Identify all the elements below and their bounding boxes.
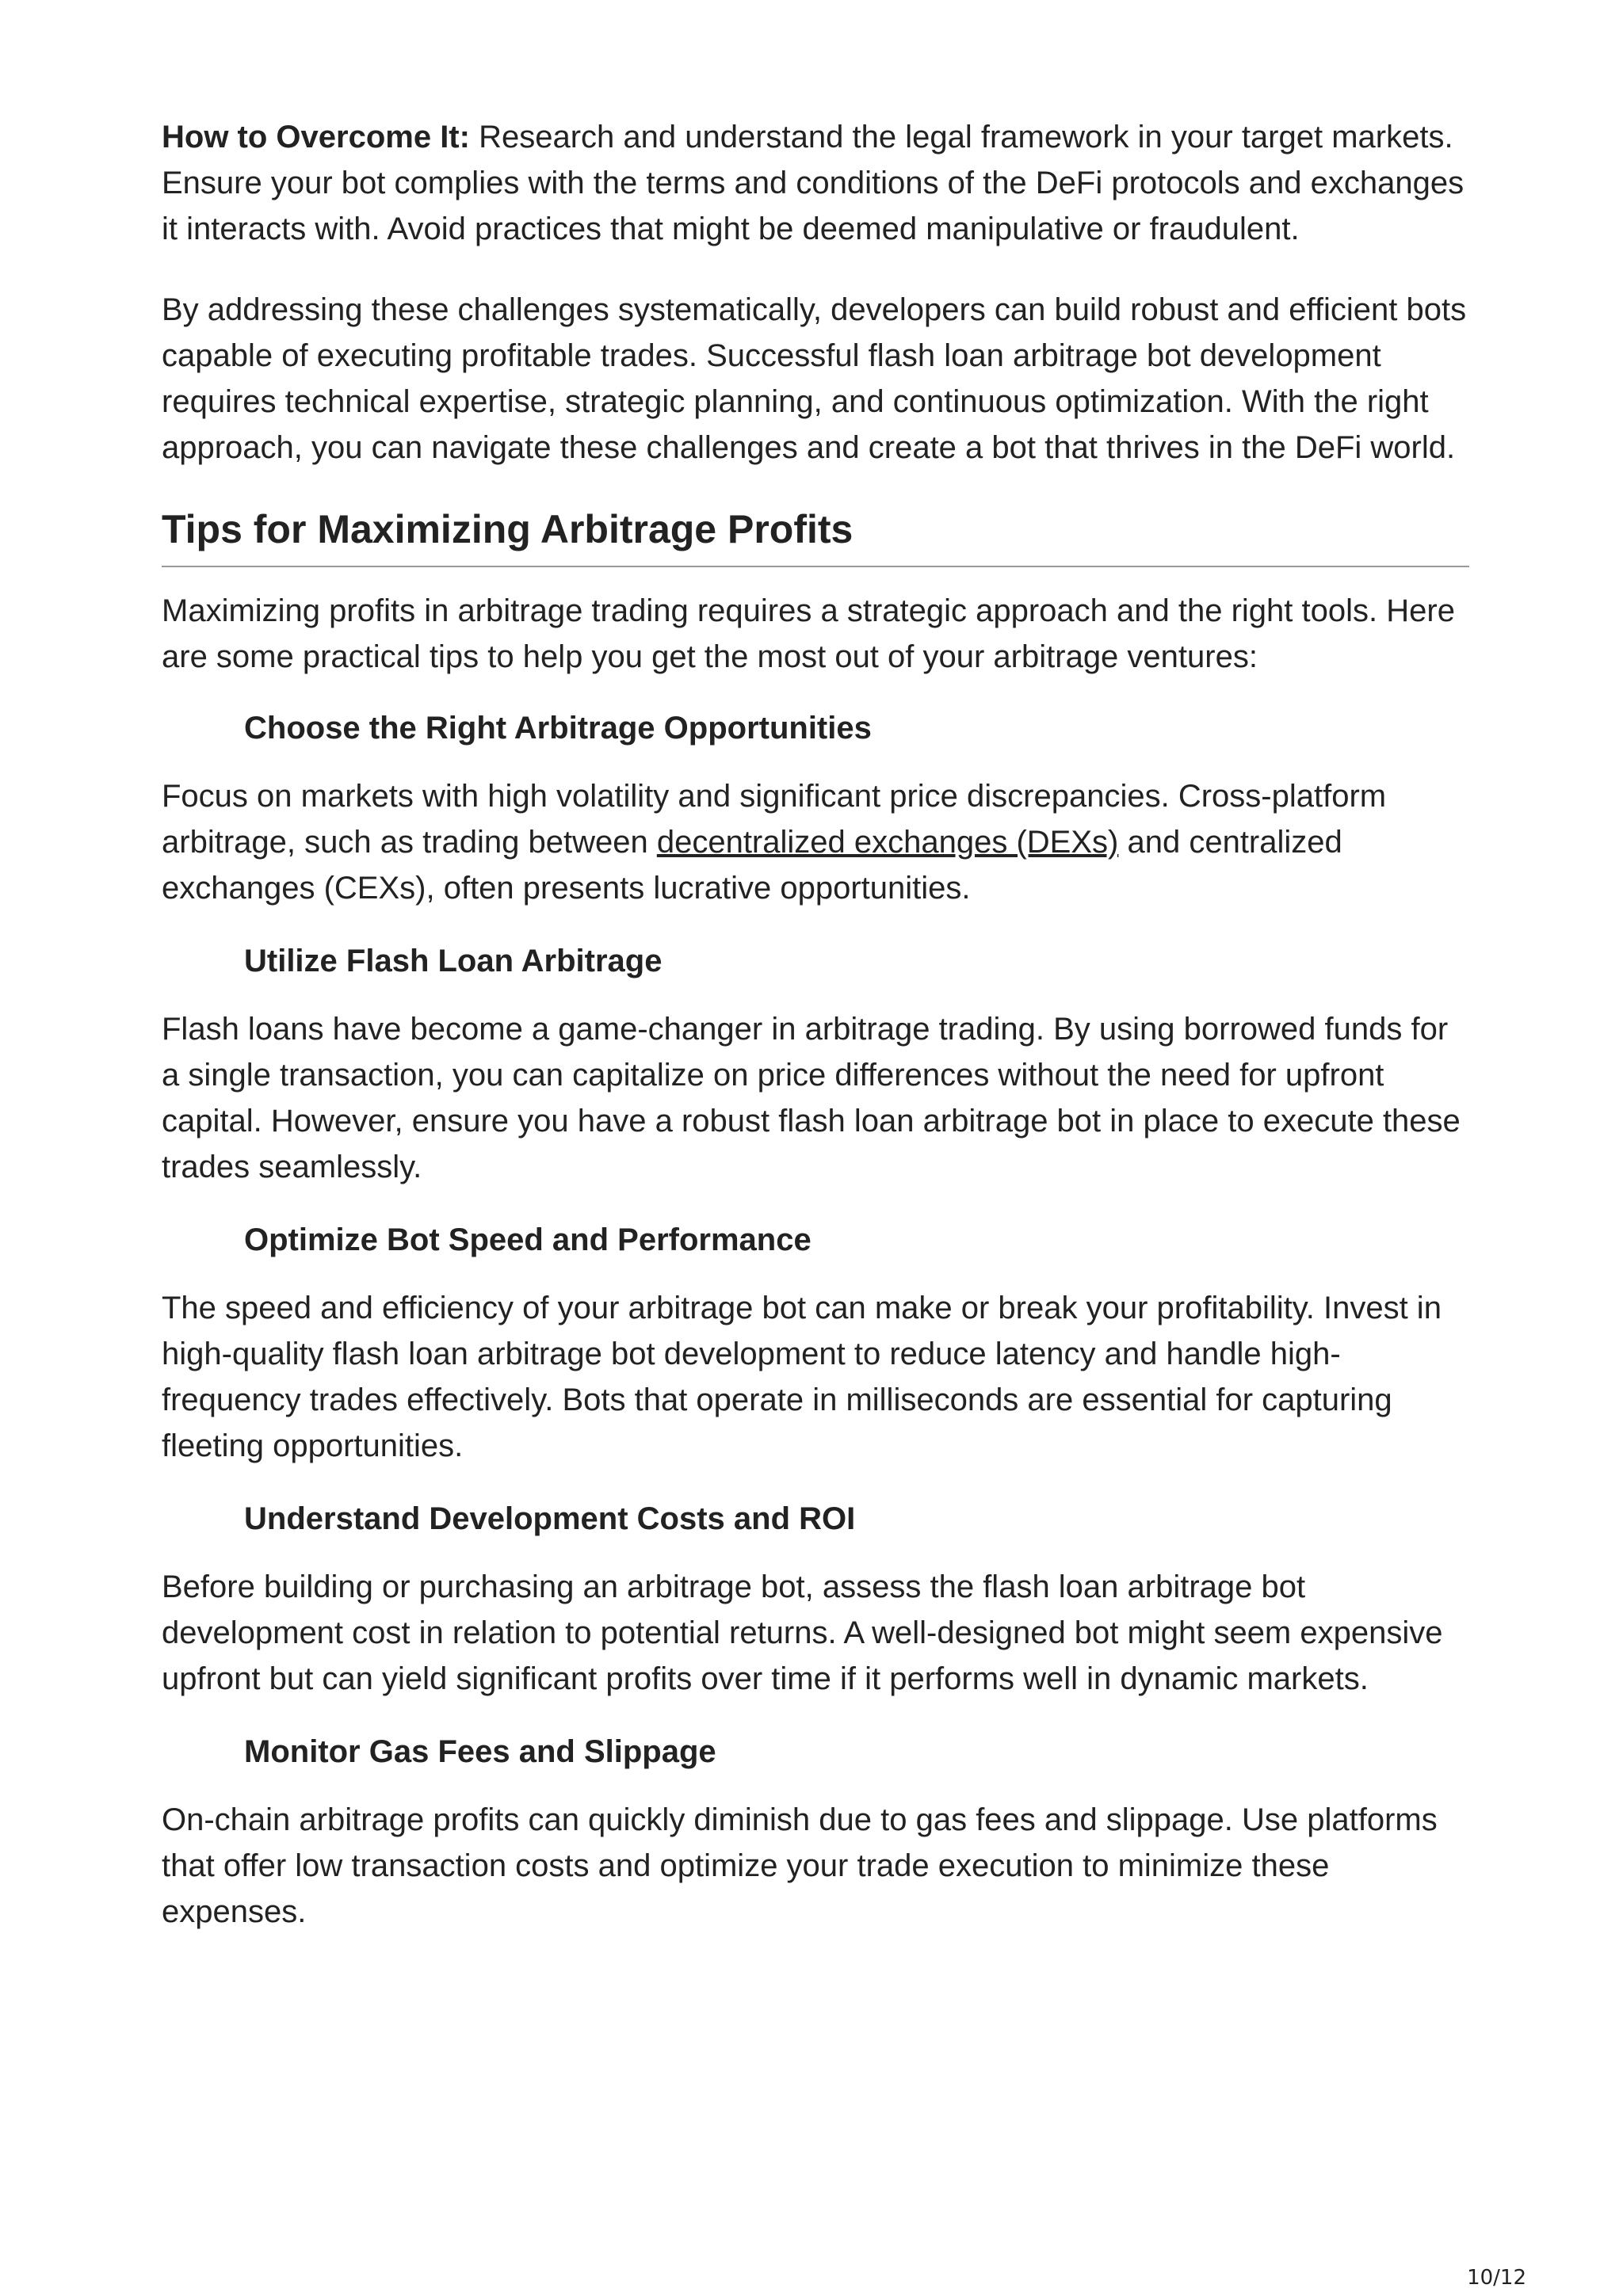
tip-body-speed: The speed and efficiency of your arbitrage bot can make or break your profitability. Invest in high-quality flash loan arbitrage bot development to reduce latency and handle high-frequency trades effectively. Bots that operate in milliseconds are essential for capturing fleeting opportunities. [162,1291,1442,1463]
tip-heading-speed: Optimize Bot Speed and Performance [244,1222,812,1257]
tip-body-text: and centralized exchanges (CEXs), often presents lucrative opportunities. [162,825,1342,906]
tip-heading-flash-loan: Utilize Flash Loan Arbitrage [244,944,663,978]
document-page [162,114,1469,1965]
tip-body-text: Focus on markets with high volatility and significant price discrepancies. Cross-platform arbitrage, such as trading between [162,779,1387,860]
dex-link[interactable]: decentralized exchanges (DEXs) [656,825,1119,860]
tip-heading-gas-fees: Monitor Gas Fees and Slippage [244,1734,716,1769]
tip-body-costs: Before building or purchasing an arbitrage bot, assess the flash loan arbitrage bot development cost in relation to potential returns. A well-designed bot might seem expensive upfront but can yield significant profits over time if it performs well in dynamic markets. [162,1569,1443,1696]
overcome-text: Research and understand the legal framework in your target markets. Ensure your bot complies with the terms and conditions of the DeFi protocols and exchanges it interacts with. Avoid practices that might be deemed manipulative or fraudulent. [162,120,1465,246]
section-intro-paragraph: Maximizing profits in arbitrage trading requires a strategic approach and the right tools. Here are some practical tips to help you get the most out of your arbitrage ventures: [162,593,1455,674]
overcome-paragraph [162,114,1469,252]
tip-body-opportunities [162,773,1469,911]
section-heading: Tips for Maximizing Arbitrage Profits [162,504,1469,567]
tip-heading-costs: Understand Development Costs and ROI [244,1501,856,1536]
summary-paragraph: By addressing these challenges systematically, developers can build robust and efficient bots capable of executing profitable trades. Successful flash loan arbitrage bot development requires technical expertise, strategic planning, and continuous optimization. With the right approach, you can navigate these challenges and create a bot that thrives in the DeFi world. [162,292,1467,465]
page-number: 10/12 [1467,2266,1526,2290]
tip-body-gas-fees: On-chain arbitrage profits can quickly diminish due to gas fees and slippage. Use platforms that offer low transaction costs and optimize your trade execution to minimize these expenses. [162,1802,1438,1929]
tip-heading-opportunities: Choose the Right Arbitrage Opportunities [244,711,872,746]
overcome-lead: How to Overcome It: [162,120,470,154]
tip-body-flash-loan: Flash loans have become a game-changer in arbitrage trading. By using borrowed funds for a single transaction, you can capitalize on price differences without the need for upfront capital. However, ensure you have a robust flash loan arbitrage bot in place to execute these trades seamlessly. [162,1012,1461,1184]
